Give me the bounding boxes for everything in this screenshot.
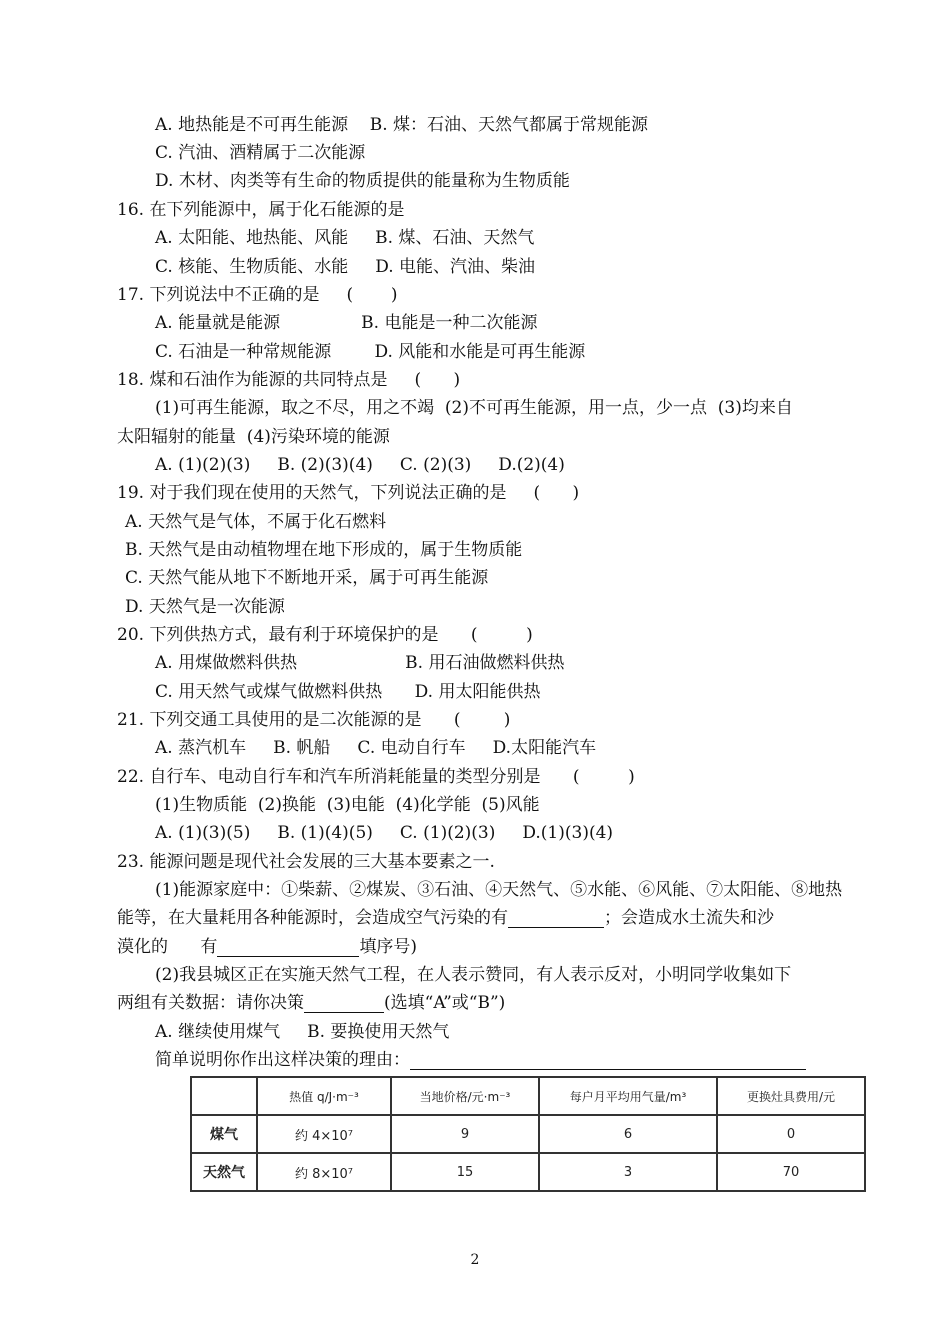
answer-blank-reason[interactable] [410,1053,806,1070]
q20-option-cd: C. 用天然气或煤气做燃料供热 D. 用太阳能供热 [155,682,541,702]
table-header: 更换灶具费用/元 [717,1077,865,1115]
table-header: 热值 q/J·m⁻³ [257,1077,391,1115]
q23-part2-line2 [117,993,505,1013]
answer-blank-air-pollution[interactable] [508,911,604,928]
q16-option-cd: C. 核能、生物质能、水能 D. 电能、汽油、柴油 [155,257,536,277]
q19-option-a: A. 天然气是气体，不属于化石燃料 [125,512,387,532]
table-row [191,1115,865,1153]
table-cell: 6 [539,1115,717,1153]
table-header: 每户月平均用气量/m³ [539,1077,717,1115]
q16-stem: 16. 在下列能源中，属于化石能源的是 [117,200,405,220]
q19-option-b: B. 天然气是由动植物埋在地下形成的，属于生物质能 [125,540,523,560]
q22-stem: 22. 自行车、电动自行车和汽车所消耗能量的类型分别是 ( ) [117,767,635,787]
text-segment: 能等，在大量耗用各种能源时，会造成空气污染的有 [117,908,508,928]
table-header-row [191,1077,865,1115]
q23-part2-line1: (2)我县城区正在实施天然气工程，在人表示赞同，有人表示反对，小明同学收集如下 [155,965,792,985]
q19-option-c: C. 天然气能从地下不断地开采，属于可再生能源 [125,568,489,588]
q22-statements: (1)生物质能 (2)换能 (3)电能 (4)化学能 (5)风能 [155,795,540,815]
page-number: 2 [470,1252,480,1268]
q18-stem: 18. 煤和石油作为能源的共同特点是 ( ) [117,370,461,390]
q15-option-d: D. 木材、肉类等有生命的物质提供的能量称为生物质能 [155,171,570,191]
q23-stem: 23. 能源问题是现代社会发展的三大基本要素之一. [117,852,495,872]
table-cell: 约 8×10⁷ [257,1153,391,1191]
text-segment: 漠化的 有 [117,937,218,957]
table-cell: 9 [391,1115,539,1153]
table-row [191,1153,865,1191]
table-header: 当地价格/元·m⁻³ [391,1077,539,1115]
table-cell: 天然气 [191,1153,257,1191]
text-segment: 填序号) [359,937,418,957]
q23-reason-line [155,1050,806,1070]
text-segment: 简单说明你作出这样决策的理由： [155,1050,410,1070]
q19-option-d: D. 天然气是一次能源 [125,597,285,617]
q21-options: A. 蒸汽机车 B. 帆船 C. 电动自行车 D.太阳能汽车 [155,738,597,758]
q17-option-ab: A. 能量就是能源 B. 电能是一种二次能源 [155,313,538,333]
table-cell: 15 [391,1153,539,1191]
q22-options: A. (1)(3)(5) B. (1)(4)(5) C. (1)(2)(3) D.(1)(3)(4) [155,823,614,843]
table-cell: 煤气 [191,1115,257,1153]
gas-comparison-table [190,1076,866,1192]
table-cell: 0 [717,1115,865,1153]
q18-options: A. (1)(2)(3) B. (2)(3)(4) C. (2)(3) D.(2)(4) [155,455,565,475]
q20-option-ab: A. 用煤做燃料供热 B. 用石油做燃料供热 [155,653,565,673]
q18-statements-cont: 太阳辐射的能量 (4)污染环境的能源 [117,427,390,447]
q19-stem: 19. 对于我们现在使用的天然气，下列说法正确的是 ( ) [117,483,580,503]
q23-part1-line2 [117,908,774,928]
table-cell: 70 [717,1153,865,1191]
q16-option-ab: A. 太阳能、地热能、风能 B. 煤、石油、天然气 [155,228,535,248]
text-segment: 两组有关数据：请你决策 [117,993,304,1013]
q18-statements: (1)可再生能源，取之不尽，用之不竭 (2)不可再生能源，用一点，少一点 (3)均来自 [155,398,793,418]
q17-stem: 17. 下列说法中不正确的是 ( ) [117,285,398,305]
q23-decision-options: A. 继续使用煤气 B. 要换使用天然气 [155,1022,450,1042]
q15-option-ab: A. 地热能是不可再生能源 B. 煤：石油、天然气都属于常规能源 [155,115,648,135]
answer-blank-soil-erosion[interactable] [217,940,359,957]
q20-stem: 20. 下列供热方式，最有利于环境保护的是 ( ) [117,625,533,645]
q23-part1-line1: (1)能源家庭中：①柴薪、②煤炭、③石油、④天然气、⑤水能、⑥风能、⑦太阳能、⑧地热 [155,880,843,900]
table-cell: 约 4×10⁷ [257,1115,391,1153]
q17-option-cd: C. 石油是一种常规能源 D. 风能和水能是可再生能源 [155,342,586,362]
table-cell: 3 [539,1153,717,1191]
q23-part1-line3 [117,937,417,957]
text-segment: (选填“A”或“B”) [384,993,506,1013]
table-header [191,1077,257,1115]
answer-blank-decision[interactable] [304,996,384,1013]
text-segment: ；会造成水土流失和沙 [604,908,774,928]
q15-option-c: C. 汽油、酒精属于二次能源 [155,143,366,163]
q21-stem: 21. 下列交通工具使用的是二次能源的是 ( ) [117,710,511,730]
